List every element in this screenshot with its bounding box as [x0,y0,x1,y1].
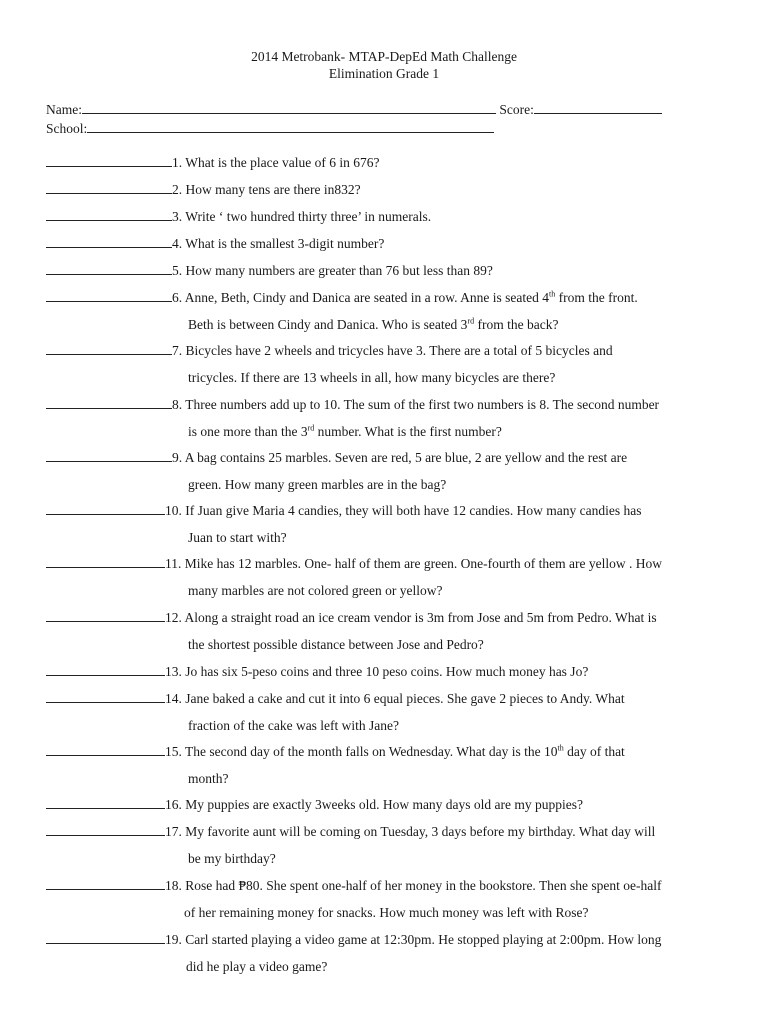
question-18 [46,872,746,926]
question-number: 8. [172,397,183,412]
question-text: How many tens are there in832? [185,182,361,197]
ordinal-suffix: rd [467,316,475,326]
answer-blank-9[interactable] [46,449,172,462]
question-number: 11. [165,556,182,571]
question-text: Beth is between Cindy and Danica. Who is seated 3 [188,317,468,332]
answer-blank-8[interactable] [46,396,172,409]
answer-blank-19[interactable] [46,931,165,944]
question-10 [46,497,746,551]
question-16 [46,791,746,818]
question-text: My puppies are exactly 3weeks old. How many days old are my puppies? [185,797,584,812]
question-text: number. What is the first number? [314,424,502,439]
answer-blank-2[interactable] [46,181,172,194]
question-11 [46,550,746,604]
question-number: 7. [172,343,183,358]
question-number: 6. [172,290,183,305]
question-text: month? [188,771,229,786]
school-label: School: [46,121,88,136]
question-text: What is the place value of 6 in 676? [185,155,380,170]
answer-blank-7[interactable] [46,342,172,355]
answer-blank-10[interactable] [46,502,165,515]
question-number: 9. [172,450,183,465]
question-15 [46,738,746,792]
question-text: be my birthday? [188,851,276,866]
question-text: is one more than the 3 [188,424,308,439]
question-text: My favorite aunt will be coming on Tuesday, 3 days before my birthday. What day will [185,824,656,839]
question-number: 5. [172,263,183,278]
question-text: tricycles. If there are 13 wheels in all, how many bicycles are there? [188,370,556,385]
question-text: Carl started playing a video game at 12:30pm. He stopped playing at 2:00pm. How long [185,932,662,947]
question-text: Along a straight road an ice cream vendor is 3m from Jose and 5m from Pedro. What is [184,610,657,625]
question-text: Bicycles have 2 wheels and tricycles have 3. There are a total of 5 bicycles and [185,343,613,358]
question-19 [46,926,746,980]
question-text: What is the smallest 3-digit number? [185,236,385,251]
question-7 [46,337,746,391]
question-number: 12. [165,610,182,625]
question-text: The second day of the month falls on Wednesday. What day is the 10 [185,744,558,759]
question-number: 1. [172,155,183,170]
question-6 [46,284,746,338]
question-number: 15. [165,744,182,759]
question-number: 18. [165,878,182,893]
question-text: fraction of the cake was left with Jane? [188,718,400,733]
question-text: Jo has six 5-peso coins and three 10 peso coins. How much money has Jo? [185,664,589,679]
score-label: Score: [499,102,534,117]
question-12 [46,604,746,658]
question-number: 10. [165,503,182,518]
question-17 [46,818,746,872]
answer-blank-17[interactable] [46,823,165,836]
question-13 [46,658,746,685]
answer-blank-1[interactable] [46,154,172,167]
answer-blank-12[interactable] [46,609,165,622]
question-number: 17. [165,824,182,839]
question-2 [46,176,746,203]
question-number: 3. [172,209,183,224]
question-number: 14. [165,691,182,706]
school-row [46,120,494,137]
question-text: Rose had ₱80. She spent one-half of her money in the bookstore. Then she spent oe-half [185,878,662,893]
question-8 [46,391,746,445]
question-text: many marbles are not colored green or yellow? [188,583,443,598]
score-field[interactable] [534,101,662,114]
answer-blank-13[interactable] [46,663,165,676]
answer-blank-5[interactable] [46,262,172,275]
ordinal-suffix: th [549,289,556,299]
answer-blank-6[interactable] [46,289,172,302]
ordinal-suffix: th [557,743,564,753]
question-text: Jane baked a cake and cut it into 6 equal pieces. She gave 2 pieces to Andy. What [185,691,625,706]
question-text: Three numbers add up to 10. The sum of the first two numbers is 8. The second number [185,397,660,412]
document-title: 2014 Metrobank- MTAP-DepEd Math Challenge [251,49,517,64]
question-3 [46,203,746,230]
question-9 [46,444,746,498]
name-score-row [46,101,662,118]
answer-blank-18[interactable] [46,877,165,890]
answer-blank-3[interactable] [46,208,172,221]
question-text: Juan to start with? [188,530,287,545]
question-1 [46,149,746,176]
question-text: Write ‘ two hundred thirty three’ in numerals. [185,209,432,224]
question-number: 19. [165,932,182,947]
question-text: the shortest possible distance between Jose and Pedro? [188,637,484,652]
answer-blank-14[interactable] [46,690,165,703]
question-number: 4. [172,236,183,251]
question-number: 2. [172,182,183,197]
school-field[interactable] [87,120,494,133]
answer-blank-4[interactable] [46,235,172,248]
question-14 [46,685,746,739]
question-4 [46,230,746,257]
document-subtitle: Elimination Grade 1 [328,66,440,81]
question-text: A bag contains 25 marbles. Seven are red, 5 are blue, 2 are yellow and the rest are [184,450,628,465]
question-text: How many numbers are greater than 76 but less than 89? [185,263,493,278]
answer-blank-11[interactable] [46,555,165,568]
question-5 [46,257,746,284]
question-text: did he play a video game? [186,959,328,974]
question-text: green. How many green marbles are in the bag? [188,477,447,492]
name-label: Name: [46,102,82,117]
name-field[interactable] [82,101,496,114]
document-header [0,48,768,82]
ordinal-suffix: rd [307,423,315,433]
answer-blank-15[interactable] [46,743,165,756]
question-text: day of that [563,744,625,759]
answer-blank-16[interactable] [46,796,165,809]
question-text: from the back? [474,317,559,332]
question-number: 16. [165,797,182,812]
question-text: If Juan give Maria 4 candies, they will both have 12 candies. How many candies has [185,503,642,518]
question-text: Mike has 12 marbles. One- half of them are green. One-fourth of them are yellow . How [184,556,662,571]
question-text: of her remaining money for snacks. How much money was left with Rose? [184,905,589,920]
question-number: 13. [165,664,182,679]
question-text: Anne, Beth, Cindy and Danica are seated in a row. Anne is seated 4 [184,290,550,305]
question-text: from the front. [555,290,638,305]
